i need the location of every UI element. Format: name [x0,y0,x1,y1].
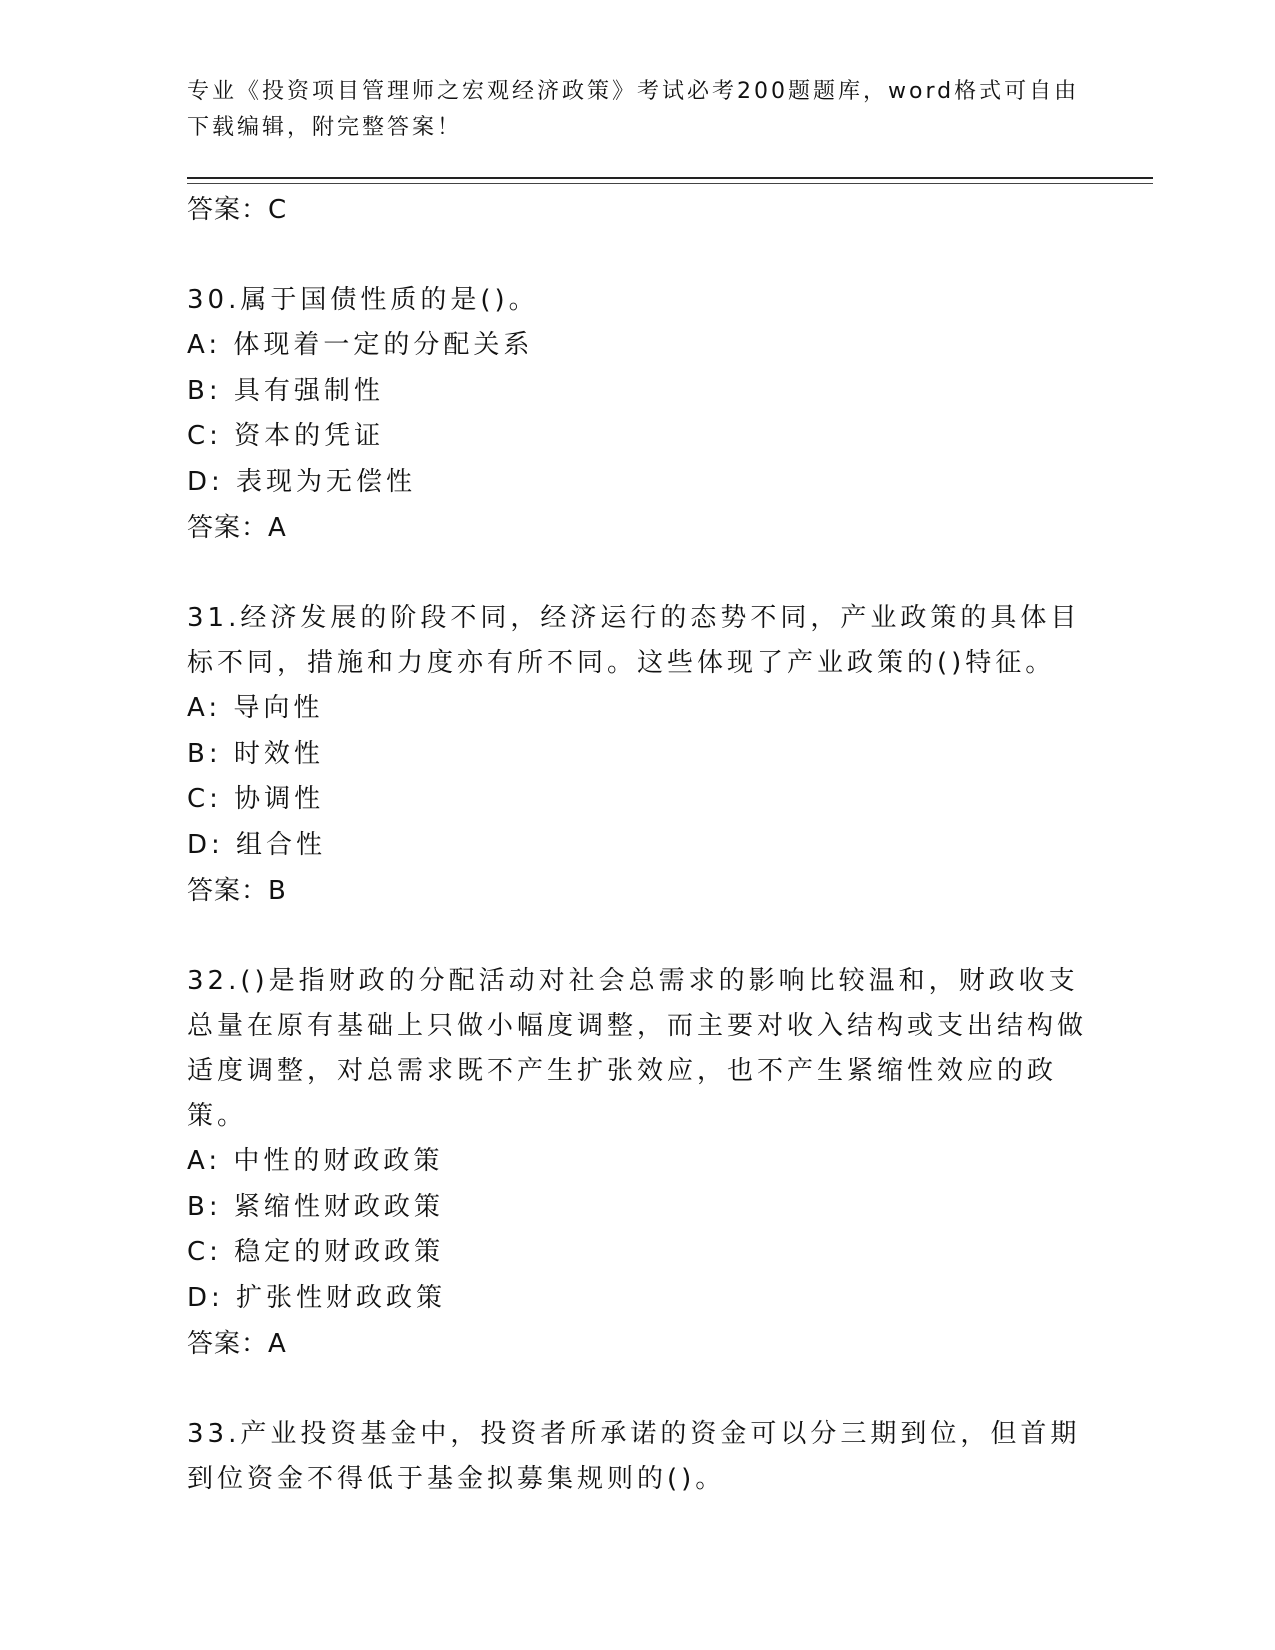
question-31 [187,596,1087,914]
option-c: C: 资本的凭证 [187,421,385,451]
document-header-text: 专业《投资项目管理师之宏观经济政策》考试必考200题题库，word格式可自由下载编辑，附完整答案！ [187,79,1080,140]
option-b: B: 紧缩性财政政策 [187,1191,444,1222]
previous-answer [187,187,1087,233]
answer-value: C [268,195,288,225]
answer-label: 答案： [187,876,269,906]
spacer [187,914,1087,959]
question-answer [187,505,1087,551]
answer-label: 答案： [187,195,269,225]
option-c: C: 协调性 [187,784,325,814]
question-stem: 32.()是指财政的分配活动对社会总需求的影响比较温和，财政收支总量在原有基础上只做小幅度调整，而主要对收入结构或支出结构做适度调整，对总需求既不产生扩张效应，也不产生紧缩性效应的政策。 [187,966,1088,1131]
answer-value: A [268,513,287,543]
option-d: D: 表现为无偿性 [187,466,417,497]
question-answer [187,868,1087,914]
header-divider-thick [187,177,1153,179]
header-divider-thin [187,183,1153,184]
answer-value: A [268,1329,287,1359]
question-answer [187,1321,1087,1367]
question-stem: 30.属于国债性质的是()。 [187,285,539,315]
spacer [187,233,1087,278]
option-b: B: 具有强制性 [187,375,384,406]
spacer [187,1367,1087,1412]
question-30 [187,278,1087,551]
option-d: D: 组合性 [187,829,327,860]
option-a: A: 中性的财政政策 [187,1146,444,1176]
answer-value: B [268,876,287,906]
question-stem: 31.经济发展的阶段不同，经济运行的态势不同，产业政策的具体目标不同，措施和力度亦有所不同。这些体现了产业政策的()特征。 [187,603,1081,678]
option-a: A: 导向性 [187,693,324,723]
answer-label: 答案： [187,513,269,543]
question-list [187,187,1087,1502]
answer-label: 答案： [187,1329,269,1359]
option-a: A: 体现着一定的分配关系 [187,330,534,360]
question-32 [187,959,1087,1367]
spacer [187,551,1087,596]
question-33 [187,1412,1087,1502]
option-c: C: 稳定的财政政策 [187,1237,445,1267]
option-b: B: 时效性 [187,738,324,769]
option-d: D: 扩张性财政政策 [187,1282,447,1313]
question-stem: 33.产业投资基金中，投资者所承诺的资金可以分三期到位，但首期到位资金不得低于基金拟募集规则的()。 [187,1419,1081,1494]
